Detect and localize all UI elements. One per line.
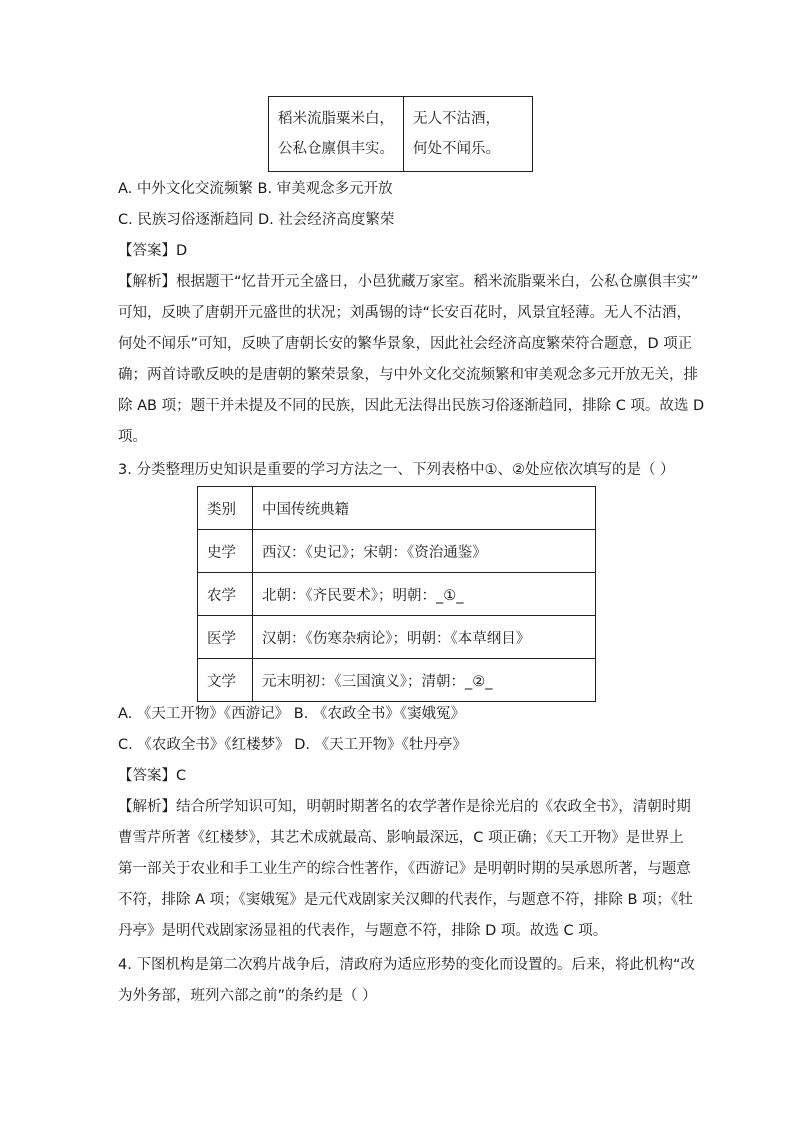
- q3-answer: 【答案】C: [118, 768, 187, 784]
- poem-right-line-2: 何处不闻乐。: [413, 141, 500, 157]
- q3-stem: 3. 分类整理历史知识是重要的学习方法之一、下列表格中①、②处应依次填写的是（ ）: [118, 462, 675, 478]
- q2-analysis-line-4: 确；两首诗歌反映的是唐朝的繁荣景象，与中外文化交流频繁和审美观念多元开放无关，排: [118, 367, 698, 383]
- table-cell-classics: 元末明初：《三国演义》；清朝：_②_: [253, 659, 596, 702]
- q2-analysis-line-6: 项。: [118, 429, 147, 445]
- q3-analysis-line-5: 丹亭》是明代戏剧家汤显祖的代表作，与题意不符，排除 D 项。故选 C 项。: [118, 923, 608, 939]
- poem-right-line-1: 无人不沽酒，: [413, 111, 500, 127]
- q2-options-line-2: C. 民族习俗逐渐趋同 D. 社会经济高度繁荣: [118, 212, 395, 228]
- q2-options-line-1: A. 中外文化交流频繁 B. 审美观念多元开放: [118, 181, 393, 197]
- table-cell-category: 医学: [198, 616, 253, 659]
- q2-analysis-line-1: 【解析】根据题干“忆昔开元全盛日，小邑犹藏万家室。稻米流脂粟米白，公私仓廪俱丰实”: [118, 274, 699, 290]
- q4-stem-line-2: 为外务部，班列六部之前”的条约是（ ）: [118, 988, 377, 1004]
- q2-analysis-line-2: 可知，反映了唐朝开元盛世的状况；刘禹锡的诗“长安百花时，风景宜轻薄。无人不沽酒，: [118, 305, 692, 321]
- table-row: [198, 616, 596, 659]
- q2-analysis-line-3: 何处不闻乐”可知，反映了唐朝长安的繁华景象，因此社会经济高度繁荣符合题意，D 项正: [118, 336, 693, 352]
- table-header-category: 类别: [198, 487, 253, 530]
- poem-left-line-2: 公私仓廪俱丰实。: [278, 141, 394, 157]
- q3-options-line-1: A. 《天工开物》《西游记》 B. 《农政全书》《窦娥冤》: [118, 706, 466, 722]
- table-cell-classics: 汉朝：《伤寒杂病论》；明朝：《本草纲目》: [253, 616, 596, 659]
- q2-analysis-line-5: 除 AB 项；题干并未提及不同的民族，因此无法得出民族习俗逐渐趋同，排除 C 项。故选 D: [118, 398, 705, 414]
- q3-analysis-line-2: 曹雪芹所著《红楼梦》，其艺术成就最高、影响最深远，C 项正确；《天工开物》是世界上: [118, 830, 684, 846]
- poem-table: [268, 96, 533, 172]
- q3-analysis-line-1: 【解析】结合所学知识可知，明朝时期著名的农学著作是徐光启的《农政全书》，清朝时期: [118, 799, 691, 815]
- q3-analysis-line-3: 第一部关于农业和手工业生产的综合性著作，《西游记》是明朝时期的吴承恩所著，与题意: [118, 861, 691, 877]
- table-cell-classics: 北朝：《齐民要术》；明朝：_①_: [253, 573, 596, 616]
- q3-options-line-2: C. 《农政全书》《红楼梦》 D. 《天工开物》《牡丹亭》: [118, 737, 467, 753]
- poem-right-cell: [404, 97, 533, 172]
- table-cell-classics: 西汉：《史记》；宋朝：《资治通鉴》: [253, 530, 596, 573]
- table-row: [198, 573, 596, 616]
- table-header-classics: 中国传统典籍: [253, 487, 596, 530]
- table-cell-category: 史学: [198, 530, 253, 573]
- poem-left-line-1: 稻米流脂粟米白，: [278, 111, 394, 127]
- q3-analysis-line-4: 不符，排除 A 项；《窦娥冤》是元代戏剧家关汉卿的代表作，与题意不符，排除 B 项；《牡: [118, 892, 693, 908]
- poem-left-cell: [269, 97, 404, 172]
- classification-table: [197, 486, 596, 702]
- q4-stem-line-1: 4. 下图机构是第二次鸦片战争后，清政府为适应形势的变化而设置的。后来，将此机构“改: [118, 957, 695, 973]
- table-cell-category: 农学: [198, 573, 253, 616]
- table-row: [198, 530, 596, 573]
- table-row: [198, 659, 596, 702]
- q2-answer: 【答案】D: [118, 243, 188, 259]
- table-row: [198, 487, 596, 530]
- table-cell-category: 文学: [198, 659, 253, 702]
